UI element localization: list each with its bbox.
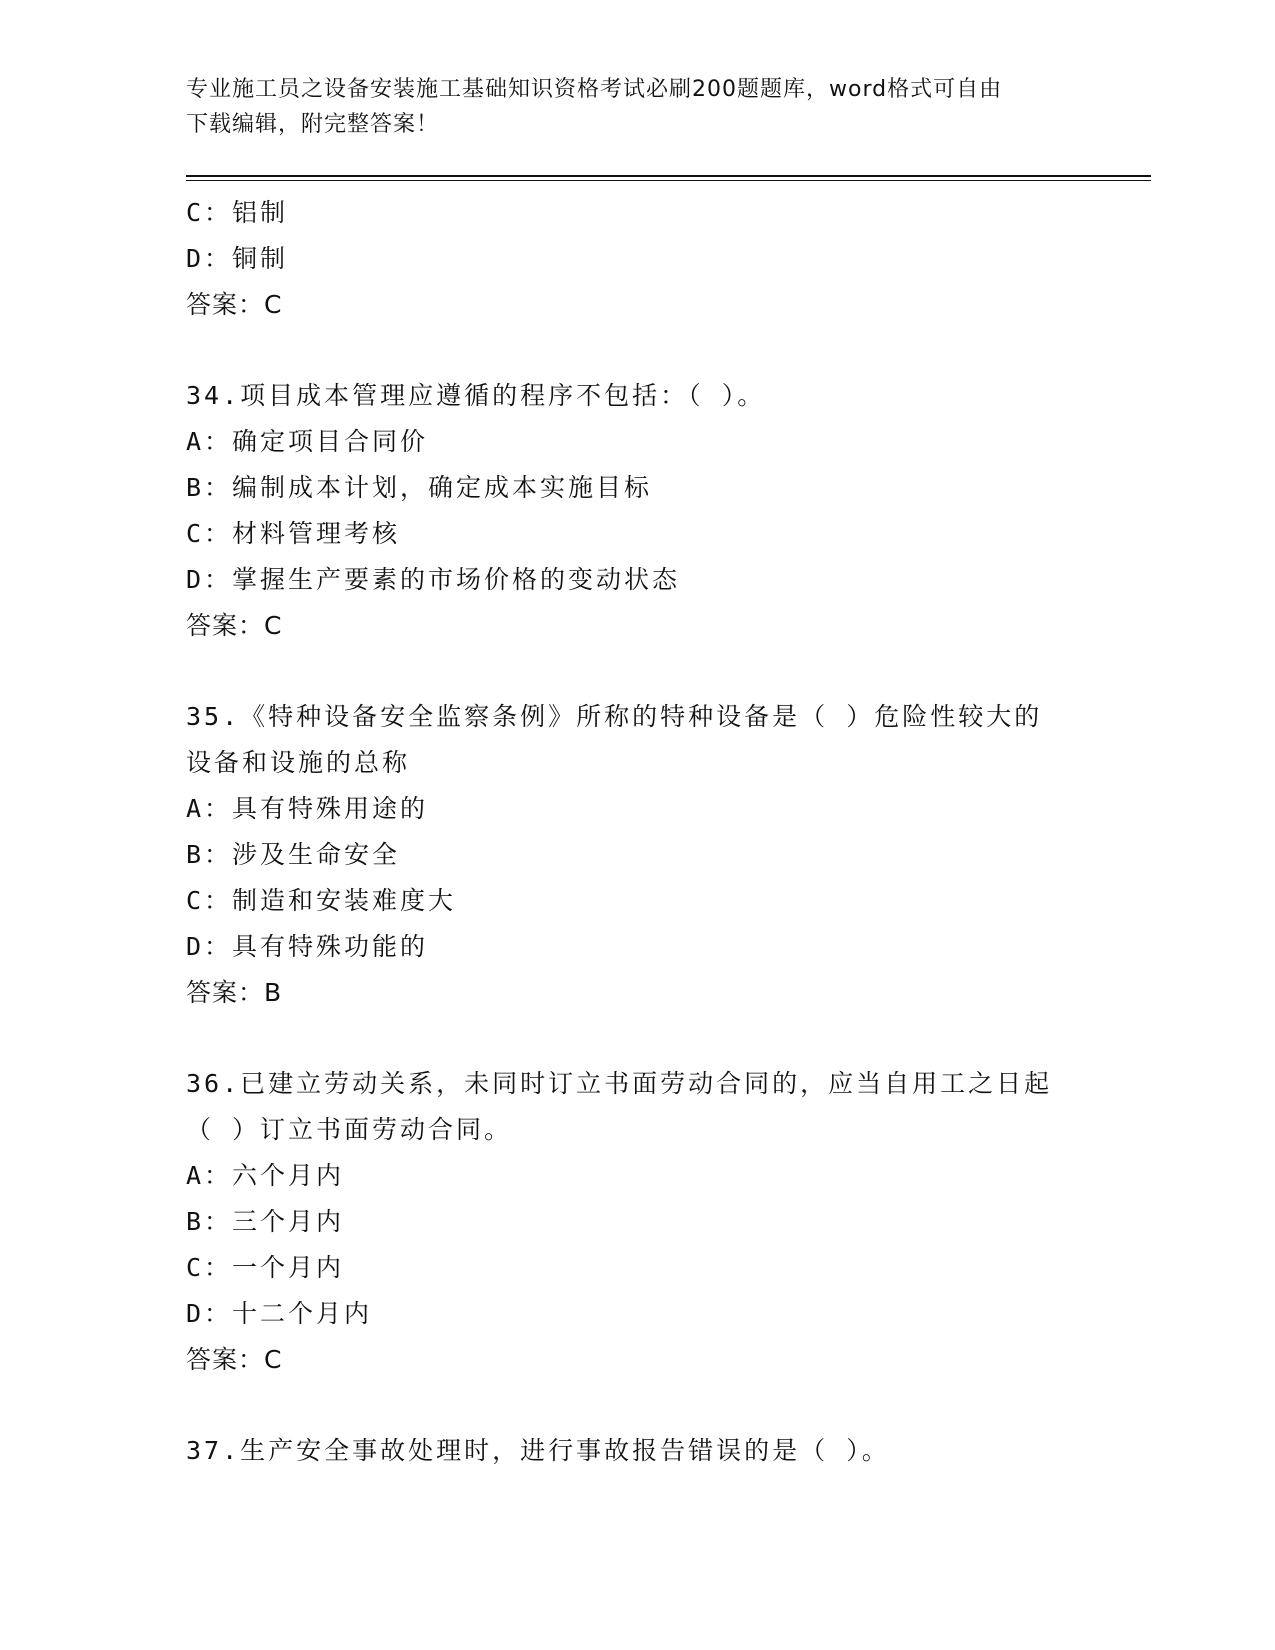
answer-line: 答案：C — [186, 611, 283, 640]
question-stem: 34.项目成本管理应遵循的程序不包括：（ ）。 — [186, 381, 766, 410]
question-stem: 37.生产安全事故处理时，进行事故报告错误的是（ ）。 — [186, 1436, 890, 1465]
header-rule-thick — [186, 175, 1151, 177]
question-stem-continued: 设备和设施的总称 — [186, 748, 411, 777]
header-line-2: 下载编辑，附完整答案！ — [186, 112, 440, 137]
question-stem: 35.《特种设备安全监察条例》所称的特种设备是（ ）危险性较大的 — [186, 702, 1043, 731]
option-b: B：三个月内 — [186, 1207, 345, 1236]
option-d: D：具有特殊功能的 — [186, 932, 429, 961]
option-c: C：制造和安装难度大 — [186, 886, 457, 915]
option-b: B：涉及生命安全 — [186, 840, 401, 869]
question-stem: 36.已建立劳动关系，未同时订立书面劳动合同的，应当自用工之日起 — [186, 1069, 1053, 1098]
question-block-37 — [186, 1428, 1126, 1474]
option-b: B：编制成本计划，确定成本实施目标 — [186, 473, 653, 502]
option-c: C：材料管理考核 — [186, 519, 401, 548]
option-a: A：六个月内 — [186, 1161, 345, 1190]
answer-line: 答案：B — [186, 978, 283, 1007]
question-block-34 — [186, 373, 1126, 649]
document-header — [186, 72, 1086, 142]
option-d: D：掌握生产要素的市场价格的变动状态 — [186, 565, 681, 594]
header-line-1: 专业施工员之设备安装施工基础知识资格考试必刷200题题库，word格式可自由 — [186, 77, 1003, 102]
question-block-35 — [186, 694, 1126, 1016]
answer-line: 答案：C — [186, 1345, 283, 1374]
option-c: C：铝制 — [186, 198, 289, 227]
option-d: D：铜制 — [186, 244, 289, 273]
answer-line: 答案：C — [186, 290, 283, 319]
question-list — [186, 190, 1126, 1474]
option-a: A：确定项目合同价 — [186, 427, 429, 456]
header-rule-thin — [186, 180, 1151, 181]
question-block-33 — [186, 190, 1126, 328]
question-stem-continued: （ ）订立书面劳动合同。 — [186, 1115, 513, 1144]
option-a: A：具有特殊用途的 — [186, 794, 429, 823]
option-c: C：一个月内 — [186, 1253, 345, 1282]
question-block-36 — [186, 1061, 1126, 1383]
option-d: D：十二个月内 — [186, 1299, 373, 1328]
